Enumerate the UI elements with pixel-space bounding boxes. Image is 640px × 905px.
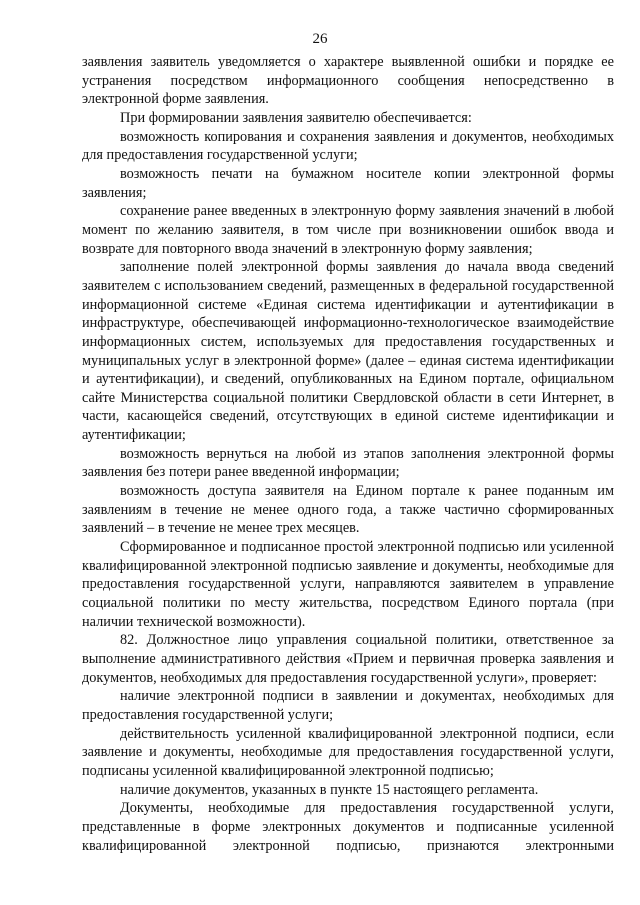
paragraph: возможность копирования и сохранения заявления и документов, необходимых для предоставления государственной услуги; [82,128,614,164]
paragraph: наличие электронной подписи в заявлении и документах, необходимых для предоставления государственной услуги; [82,688,614,723]
paragraph: заполнение полей электронной формы заявления до начала ввода сведений заявителем с использованием сведений, размещенных в федеральной государственной информационной системе «Единая система идентификации и аутентификации в инфраструктуре, обеспечивающей информационно-технологическое взаимодействие информационных систем, используемых для предоставления государственных и муниципальных услуг в электронной форме» (далее – единая система идентификации и аутентификации), и сведений, опубликованных на Едином портале, официальном сайте Министерства социальной политики Свердловской области в сети Интернет, в части, касающейся сведений, отсутствующих в единой системе идентификации и аутентификации; [82,259,614,444]
paragraph: заявления заявитель уведомляется о характере выявленной ошибки и порядке ее устранения посредством информационного сообщения непосредственно в электронной форме заявления. [82,54,614,108]
paragraph: наличие документов, указанных в пункте 15 настоящего регламента. [120,781,539,798]
paragraph: 82. Должностное лицо управления социальной политики, ответственное за выполнение административного действия «Прием и первичная проверка заявления и документов, необходимых для предоставления государственной услуги», проверяет: [82,632,614,686]
paragraph: возможность доступа заявителя на Едином портале к ранее поданным им заявлениям в течение не менее одного года, а также частично сформированных заявлений – в течение не менее трех месяцев. [82,483,614,537]
paragraph: Документы, необходимые для предоставления государственной услуги, представленные в форме электронных документов и подписанные усиленной квалифицированной электронной подписью, признаются электронными [82,800,614,854]
paragraph: действительность усиленной квалифицированной электронной подписи, если заявление и документы, необходимые для предоставления государственной услуги, подписаны усиленной квалифицированной электронной подписью; [82,725,614,779]
paragraph: Сформированное и подписанное простой электронной подписью или усиленной квалифицированной электронной подписью заявление и документы, необходимые для предоставления государственной услуги, направляются заявителем в управление социальной политики по месту жительства, посредством Единого портала (при наличии технической возможности). [82,539,614,630]
page-number: 26 [312,31,328,47]
document-body [82,53,614,855]
paragraph: возможность вернуться на любой из этапов заполнения электронной формы заявления без потери ранее введенной информации; [82,445,614,481]
paragraph: возможность печати на бумажном носителе копии электронной формы заявления; [82,165,614,201]
paragraph: При формировании заявления заявителю обеспечивается: [120,109,472,126]
paragraph: сохранение ранее введенных в электронную форму заявления значений в любой момент по желанию заявителя, в том числе при возникновении ошибок ввода и возврате для повторного ввода значений в электронную форму заявления; [82,203,614,257]
